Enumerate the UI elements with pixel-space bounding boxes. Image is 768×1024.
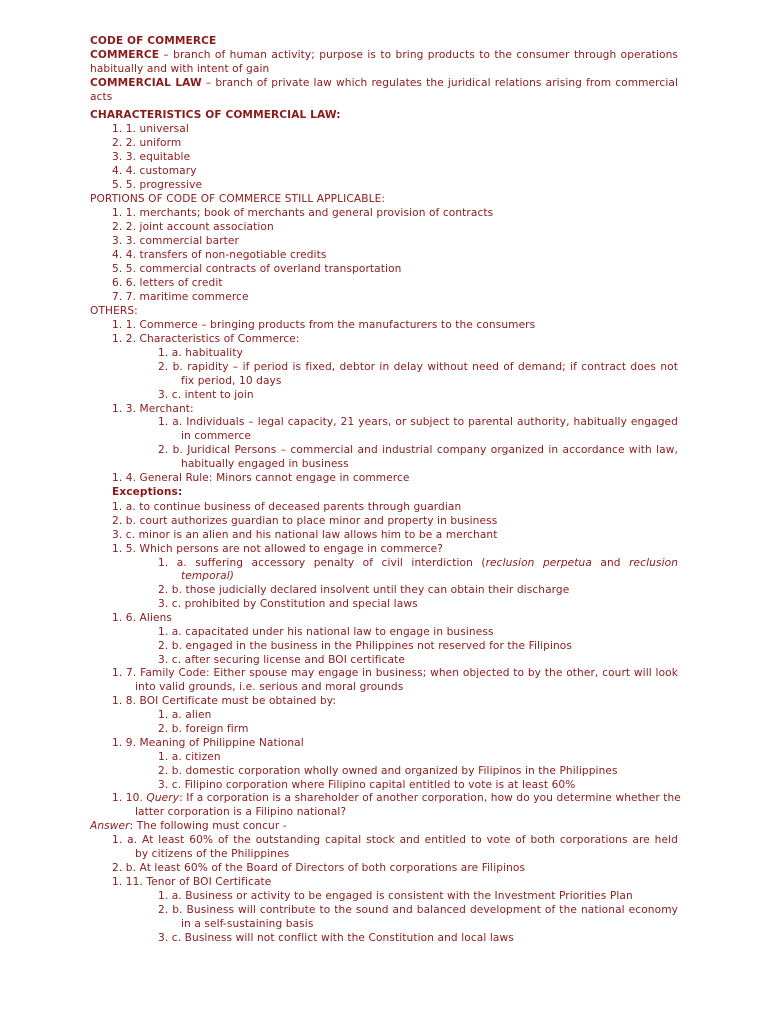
text-line [112, 792, 681, 806]
text-line: 3. c. prohibited by Constitution and special laws [158, 598, 418, 610]
text-run: – branch of private law which regulates the juridical relations arising from commercial [201, 77, 678, 89]
text-line: 3. 3. commercial barter [112, 235, 240, 247]
text-line: 4. 4. transfers of non-negotiable credits [112, 249, 327, 261]
text-line: 1. 4. General Rule: Minors cannot engage in commerce [112, 472, 410, 484]
text-line: 1. 1. merchants; book of merchants and general provision of contracts [112, 207, 494, 219]
text-line: OTHERS: [90, 305, 138, 317]
text-line: 2. b. Business will contribute to the sound and balanced development of the national economy [158, 904, 678, 916]
text-line: 3. c. after securing license and BOI certificate [158, 654, 405, 666]
text-line: 2. b. court authorizes guardian to place minor and property in business [112, 515, 498, 527]
text-line: Exceptions: [112, 486, 183, 498]
text-line: habitually engaged in business [181, 458, 349, 470]
text-line: CODE OF COMMERCE [90, 35, 217, 47]
text-line: 2. b. those judicially declared insolvent until they can obtain their discharge [158, 584, 570, 596]
text-run: and [591, 557, 630, 569]
text-line: 1. 7. Family Code: Either spouse may engage in business; when objected to by the other, court will look [112, 667, 678, 679]
text-line: 1. a. habituality [158, 347, 243, 359]
text-line: 3. c. Business will not conflict with the Constitution and local laws [158, 932, 514, 944]
text-line [158, 557, 678, 571]
text-line: 5. 5. progressive [112, 179, 203, 191]
text-line: into valid grounds, i.e. serious and moral grounds [135, 681, 404, 693]
text-line: 2. b. engaged in the business in the Philippines not reserved for the Filipinos [158, 640, 573, 652]
text-line: temporal) [181, 570, 235, 582]
text-run: 1. a. suffering accessory penalty of civil interdiction ( [158, 557, 486, 569]
text-line [90, 820, 678, 834]
text-run: – branch of human activity; purpose is to bring products to the consumer through operations [159, 49, 678, 61]
text-line: 1. 8. BOI Certificate must be obtained by: [112, 695, 337, 707]
text-line: 3. c. intent to join [158, 389, 254, 401]
text-line: 2. 2. joint account association [112, 221, 274, 233]
text-line: 1. a. to continue business of deceased parents through guardian [112, 501, 462, 513]
text-line: habitually and with intent of gain [90, 63, 270, 75]
text-line [90, 49, 678, 63]
text-line: 1. a. Business or activity to be engaged is consistent with the Investment Priorities Plan [158, 890, 633, 902]
text-line: 2. b. Juridical Persons – commercial and industrial company organized in accordance with law, [158, 444, 678, 456]
text-line [90, 77, 678, 91]
text-line: 2. 2. uniform [112, 137, 182, 149]
text-line: 2. b. domestic corporation wholly owned and organized by Filipinos in the Philippines [158, 765, 618, 777]
text-line: in a self-sustaining basis [181, 918, 314, 930]
text-line: 7. 7. maritime commerce [112, 291, 249, 303]
text-line: 2. b. At least 60% of the Board of Directors of both corporations are Filipinos [112, 862, 526, 874]
text-line: latter corporation is a Filipino national? [135, 806, 347, 818]
text-line: 2. b. rapidity – if period is fixed, debtor in delay without need of demand; if contract does not [158, 361, 678, 373]
text-line: acts [90, 91, 113, 103]
text-line: 3. c. minor is an alien and his national law allows him to be a merchant [112, 529, 498, 541]
text-run: Answer [90, 820, 130, 832]
text-line: 1. 1. universal [112, 123, 189, 135]
text-line: 1. a. citizen [158, 751, 221, 763]
text-line: in commerce [181, 430, 252, 442]
text-line: 6. 6. letters of credit [112, 277, 223, 289]
text-line: 1. 9. Meaning of Philippine National [112, 737, 304, 749]
text-line: 5. 5. commercial contracts of overland transportation [112, 263, 402, 275]
text-line: 1. a. capacitated under his national law to engage in business [158, 626, 494, 638]
text-line: 1. a. alien [158, 709, 212, 721]
text-run: Query [146, 792, 180, 804]
text-line: 1. a. Individuals – legal capacity, 21 years, or subject to parental authority, habitually engaged [158, 416, 678, 428]
text-line: fix period, 10 days [181, 375, 282, 387]
text-run: reclusion perpetua [485, 557, 592, 569]
text-line: 1. 11. Tenor of BOI Certificate [112, 876, 272, 888]
text-run: : The following must concur - [129, 820, 287, 832]
text-line: 3. 3. equitable [112, 151, 191, 163]
text-run: 1. 10. [112, 792, 147, 804]
text-run: reclusion [629, 557, 679, 569]
text-line: 4. 4. customary [112, 165, 197, 177]
text-line: by citizens of the Philippines [135, 848, 290, 860]
text-line: 1. 2. Characteristics of Commerce: [112, 333, 300, 345]
text-line: 3. c. Filipino corporation where Filipino capital entitled to vote is at least 60% [158, 779, 576, 791]
text-line: 1. 6. Aliens [112, 612, 173, 624]
text-line: PORTIONS OF CODE OF COMMERCE STILL APPLICABLE: [90, 193, 386, 205]
text-line: 1. a. At least 60% of the outstanding capital stock and entitled to vote of both corporations are held [112, 834, 678, 846]
text-line: 2. b. foreign firm [158, 723, 249, 735]
text-line: 1. 1. Commerce – bringing products from the manufacturers to the consumers [112, 319, 536, 331]
text-line: CHARACTERISTICS OF COMMERCIAL LAW: [90, 109, 341, 121]
text-run: COMMERCE [90, 49, 160, 61]
text-line: 1. 3. Merchant: [112, 403, 194, 415]
text-line: 1. 5. Which persons are not allowed to engage in commerce? [112, 543, 443, 555]
text-run: : If a corporation is a shareholder of another corporation, how do you determine whether the [179, 792, 681, 804]
text-run: COMMERCIAL LAW [90, 77, 202, 89]
